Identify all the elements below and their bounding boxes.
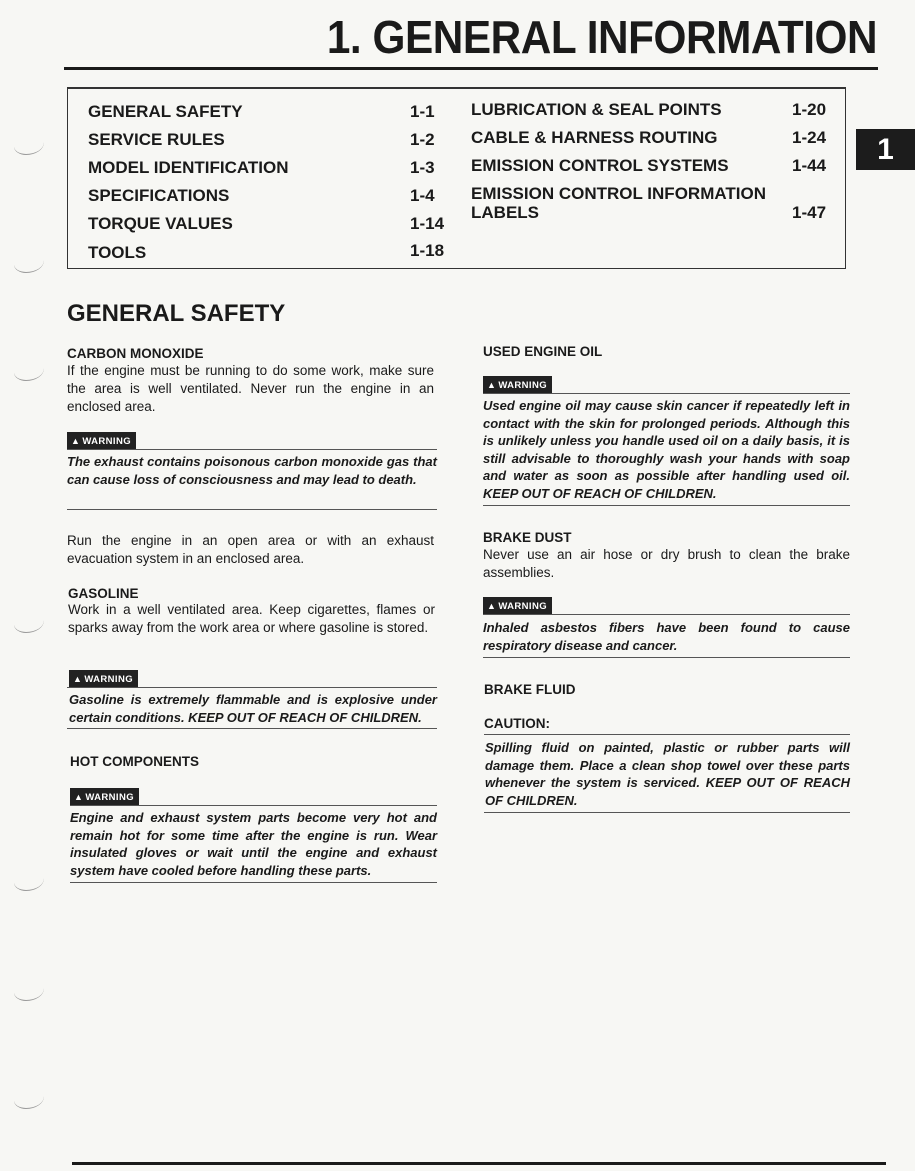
toc-item-torque-values[interactable]: TORQUE VALUES [88,214,233,233]
warning-triangle-icon: ▲ [71,436,81,446]
page-title: 1. GENERAL INFORMATION [326,11,877,63]
toc-item-emission-control-labels[interactable]: EMISSION CONTROL INFORMATION [471,184,766,203]
used-engine-oil-heading: USED ENGINE OIL [483,344,603,359]
warning-triangle-icon: ▲ [73,674,83,684]
toc-item-model-identification[interactable]: MODEL IDENTIFICATION [88,158,289,177]
warning-rule [483,393,850,394]
toc-page-number: 1-1 [410,102,435,121]
gasoline-warning: Gasoline is extremely flammable and is explosive under certain conditions. KEEP OUT OF REACH OF CHILDREN. [69,692,437,725]
toc-item-tools[interactable]: TOOLS [88,243,147,262]
warning-triangle-icon: ▲ [487,380,497,390]
binding-hole-mark [14,134,44,155]
warning-label: WARNING [498,380,548,391]
right-column [483,344,850,824]
gasoline-heading: GASOLINE [68,586,139,601]
binding-hole-mark [14,252,44,273]
used-engine-oil-warning: Used engine oil may cause skin cancer if repeatedly left in contact with the skin for prolonged periods. Although this is unlikely unless you handle used oil on a daily basis, it is still advisable to thoroughly wash your hands with soap and water as soon as possible after handling used oil. KEEP OUT OF REACH OF CHILDREN. [483,398,850,501]
warning-label: WARNING [84,674,134,685]
warning-badge [70,788,139,806]
toc-item-service-rules[interactable]: SERVICE RULES [88,130,225,149]
warning-rule [483,505,850,506]
warning-rule [67,449,437,450]
toc-page-number: 1-24 [792,128,827,147]
brake-fluid-caution: Spilling fluid on painted, plastic or rubber parts will damage them. Place a clean shop towel over these parts whenever the system is serviced. KEEP OUT OF REACH OF CHILDREN. [485,740,850,808]
brake-dust-heading: BRAKE DUST [483,530,572,545]
warning-badge [483,597,552,615]
carbon-monoxide-after-text: Run the engine in an open area or with an exhaust evacuation system in an enclosed area. [67,533,434,566]
warning-rule [70,805,437,806]
title-rule [64,67,878,70]
warning-rule [483,657,850,658]
left-column [67,346,437,886]
footer-rule [72,1162,886,1165]
toc-page-number: 1-3 [410,158,435,177]
brake-dust-warning: Inhaled asbestos fibers have been found to cause respiratory disease and cancer. [483,620,850,653]
warning-badge [67,432,136,450]
warning-rule [67,509,437,510]
warning-box [67,432,437,512]
warning-rule [483,614,850,615]
warning-rule [67,728,437,729]
toc-item-general-safety[interactable]: GENERAL SAFETY [88,102,243,121]
toc-page-number: 1-18 [410,241,445,260]
carbon-monoxide-text: If the engine must be running to do some work, make sure the area is well ventilated. Never run the engine in an enclosed area. [67,363,434,414]
gasoline-text: Work in a well ventilated area. Keep cigarettes, flames or sparks away from the work area or where gasoline is stored. [68,602,435,635]
carbon-monoxide-heading: CARBON MONOXIDE [67,346,204,361]
warning-rule [70,882,437,883]
section-heading: GENERAL SAFETY [67,300,286,327]
binding-hole-mark [14,612,44,633]
binding-hole-mark [14,980,44,1001]
warning-label: WARNING [498,601,548,612]
toc-page-number: 1-4 [410,186,435,205]
toc-item-emission-control-labels-line2[interactable]: LABELS [471,203,539,222]
carbon-monoxide-warning: The exhaust contains poisonous carbon monoxide gas that can cause loss of consciousness and may lead to death. [67,454,437,487]
warning-box [483,376,850,508]
table-of-contents [67,87,846,269]
warning-label: WARNING [82,436,132,447]
toc-item-specifications[interactable]: SPECIFICATIONS [88,186,230,205]
section-tab-badge: 1 [856,129,915,170]
toc-item-emission-control-systems[interactable]: EMISSION CONTROL SYSTEMS [471,156,729,175]
caution-rule [484,734,850,735]
hot-components-warning: Engine and exhaust system parts become very hot and remain hot for some time after the engine is run. Wear insulated gloves or wait until the engine and exhaust system have cooled before handling these parts. [70,810,437,878]
warning-rule [67,687,437,688]
binding-hole-mark [14,360,44,381]
hot-components-heading: HOT COMPONENTS [70,754,200,769]
caution-label: CAUTION: [484,716,550,731]
warning-box [483,597,850,659]
warning-label: WARNING [85,792,135,803]
binding-hole-mark [14,870,44,891]
brake-dust-text: Never use an air hose or dry brush to clean the brake assemblies. [483,547,850,580]
toc-page-number: 1-14 [410,214,445,233]
toc-page-number: 1-44 [792,156,827,175]
toc-page-number: 1-20 [792,100,827,119]
toc-item-cable-harness-routing[interactable]: CABLE & HARNESS ROUTING [471,128,718,147]
warning-triangle-icon: ▲ [487,601,497,611]
warning-badge [69,670,138,688]
warning-badge [483,376,552,394]
toc-page-number: 1-2 [410,130,435,149]
binding-hole-mark [14,1088,44,1109]
warning-triangle-icon: ▲ [74,792,84,802]
brake-fluid-heading: BRAKE FLUID [484,682,576,697]
toc-page-number: 1-47 [792,203,827,222]
warning-box [70,788,437,884]
toc-item-lubrication-seal-points[interactable]: LUBRICATION & SEAL POINTS [471,100,722,119]
caution-rule [484,812,850,813]
warning-box [67,670,437,732]
